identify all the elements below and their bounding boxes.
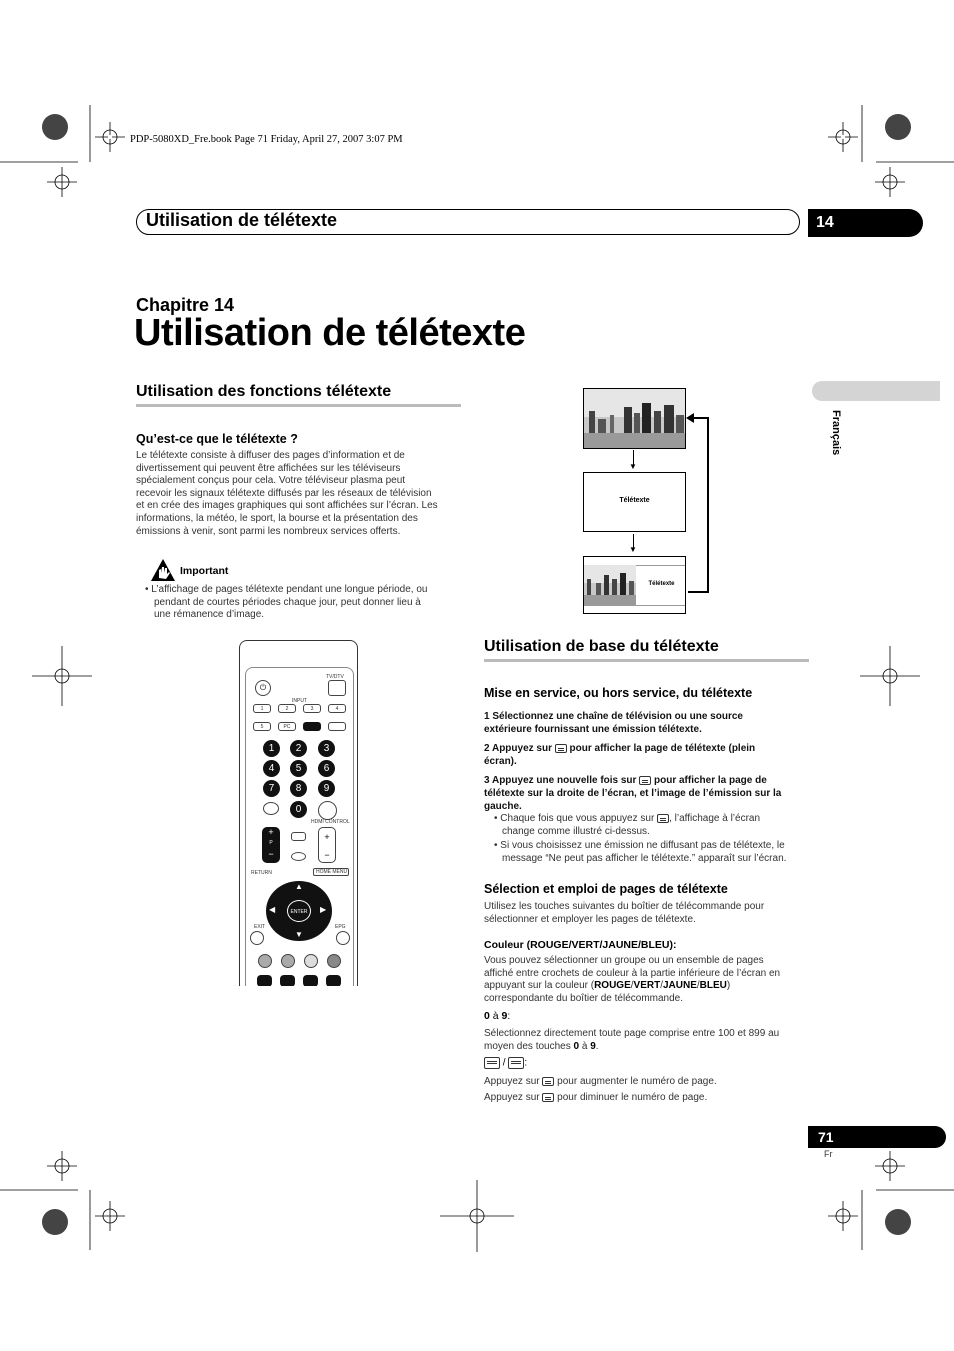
selection-intro [484, 901, 814, 926]
text-line: pendant de courtes périodes chaque jour, peut donner lieu à [154, 596, 421, 608]
step-3-line: gauche. [484, 800, 522, 812]
text-span: / [500, 1057, 509, 1069]
loop-arrow [686, 412, 716, 602]
color-button-yellow[interactable] [304, 954, 318, 968]
num-9: 9 [501, 1010, 508, 1022]
text-span: à [579, 1040, 591, 1052]
teletext-label: Télétexte [619, 497, 650, 504]
hdmi-control-label: HDMI CONTROL [311, 819, 350, 825]
teletext-button-icon [639, 776, 651, 785]
text-span: ) [726, 980, 731, 992]
number-button-7[interactable]: 7 [263, 780, 280, 797]
teletext-button-icon [657, 814, 669, 823]
text-span: / [696, 980, 700, 992]
text-line [484, 980, 814, 993]
channel-rocker[interactable]: + P − [262, 827, 280, 863]
enter-button[interactable] [287, 900, 311, 922]
num-0: 0 [573, 1040, 580, 1052]
step-3-line [484, 775, 814, 788]
section-title-fonctions: Utilisation des fonctions télétexte [136, 383, 392, 400]
text-line: affiché entre crochets de couleur à la partie inférieure de l’écran en [484, 967, 781, 979]
text-line: • L’affichage de pages télétexte pendant une longue période, ou [145, 584, 428, 595]
text-line: Vous pouvez sélectionner un groupe ou un ensemble de pages [484, 955, 764, 966]
arrow-down-1-head: ▼ [629, 462, 637, 471]
text-line: émissions à venir, sont parmi les nombreux services offerts. [136, 525, 401, 537]
section-rule [136, 404, 461, 407]
page-up-line [484, 1076, 717, 1089]
text-span: . [595, 1040, 599, 1052]
bottom-button-2[interactable] [280, 975, 295, 986]
subpage-button[interactable] [328, 722, 346, 731]
bullet-2-line: • Si vous choisissez une émission ne diffusant pas de télétexte, le [494, 840, 785, 852]
volume-rocker[interactable]: + − [318, 827, 336, 863]
pc-button[interactable]: PC [278, 722, 296, 731]
chapter-number-badge: 14 [808, 209, 923, 237]
teletext-label-small: Télétexte [648, 581, 675, 587]
teletext-button-icon [555, 744, 567, 753]
split-bottom-band [584, 605, 686, 614]
up-arrow-icon[interactable]: ▲ [295, 882, 303, 891]
language-label: Français [830, 410, 842, 456]
input-button-4[interactable]: 4 [328, 704, 346, 713]
city-photo [584, 389, 686, 449]
exit-button[interactable] [250, 931, 264, 945]
text-span: moyen des touches [484, 1040, 574, 1052]
input-button-3[interactable]: 3 [303, 704, 321, 713]
city-photo-small [584, 565, 636, 605]
text-span: pour augmenter le numéro de page. [557, 1076, 717, 1087]
chapter-label: Chapitre 14 [136, 295, 235, 315]
input-button-2[interactable]: 2 [278, 704, 296, 713]
step-2-line: écran). [484, 755, 517, 767]
step-1-line: 1 Sélectionnez une chaîne de télévision ou une source [484, 711, 743, 722]
num-9: 9 [590, 1040, 596, 1052]
number-button-1[interactable]: 1 [263, 740, 280, 757]
number-button-8[interactable]: 8 [290, 780, 307, 797]
num-0: 0 [484, 1010, 490, 1022]
header-title: Utilisation de télétexte [146, 210, 338, 230]
page-number-badge: 71 [808, 1126, 946, 1148]
page-updown-heading [484, 1057, 527, 1069]
footer-lang: Fr [824, 1149, 833, 1159]
section-rule-right [484, 659, 809, 662]
sub-mise-en-service: Mise en service, ou hors service, du télétexte [484, 686, 753, 700]
return-label: RETURN [251, 870, 272, 876]
tvdtv-button[interactable] [328, 680, 346, 696]
color-button-blue[interactable] [327, 954, 341, 968]
number-button-5[interactable]: 5 [290, 760, 307, 777]
bullet-2-line: message “Ne peut pas afficher le télétexte.” apparaît sur l’écran. [502, 852, 787, 864]
tv-image-full [583, 388, 686, 449]
important-label: Important [180, 565, 229, 577]
color-rouge: ROUGE [594, 980, 631, 992]
file-info: PDP-5080XD_Fre.book Page 71 Friday, April 27, 2007 3:07 PM [130, 134, 403, 145]
down-arrow-icon[interactable]: ▼ [295, 930, 303, 939]
number-button-2[interactable]: 2 [290, 740, 307, 757]
bullet-1-line [484, 813, 814, 826]
subsection-title: Qu’est-ce que le télétexte ? [136, 432, 298, 446]
text-line: spécialement conçus pour cela. Votre téléviseur plasma peut [136, 475, 406, 487]
color-button-red[interactable] [258, 954, 272, 968]
color-jaune: JAUNE [662, 980, 697, 992]
step-2-text-b: pour afficher la page de télétexte (plein [569, 743, 756, 755]
input-button-5[interactable]: 5 [253, 722, 271, 731]
teletext-split-screen [583, 556, 686, 614]
step-3-text-b: pour afficher la page de [654, 775, 767, 787]
text-span: pour diminuer le numéro de page. [557, 1092, 708, 1103]
important-text [145, 584, 475, 622]
text-line: une rémanence d’image. [154, 609, 265, 621]
number-button-4[interactable]: 4 [263, 760, 280, 777]
home-menu-label: HOME MENU [316, 869, 348, 875]
text-line [484, 1041, 814, 1054]
number-button-0[interactable]: 0 [290, 801, 307, 818]
display-button[interactable] [263, 802, 279, 815]
text-line: informations, la météo, le sport, la bourse et la présentation des [136, 512, 418, 524]
text-span: : [524, 1057, 528, 1069]
text-span: appuyant sur la couleur ( [484, 980, 595, 992]
bottom-button-3[interactable] [303, 975, 318, 986]
text-span: / [660, 980, 663, 992]
sub-selection: Sélection et emploi de pages de télétexte [484, 882, 728, 896]
epg-button[interactable] [336, 931, 350, 945]
input-label: INPUT [292, 698, 307, 704]
text-span: / [630, 980, 634, 992]
page-down-icon [508, 1057, 524, 1069]
intro-paragraph [136, 450, 466, 538]
input-button-1[interactable]: 1 [253, 704, 271, 713]
hdmi-control-button[interactable] [318, 801, 337, 820]
color-bleu: BLEU [699, 980, 727, 992]
input-select-button[interactable] [291, 832, 306, 841]
text-line: Sélectionnez directement toute page comprise entre 100 et 899 au [484, 1028, 780, 1039]
teletext-button[interactable] [303, 722, 321, 731]
text-line: divertissement qui peuvent être affichées sur les téléviseurs [136, 462, 401, 474]
bottom-button-1[interactable] [257, 975, 272, 986]
bullet-1-line: change comme illustré ci-dessus. [502, 825, 650, 837]
section-title-base: Utilisation de base du télétexte [484, 638, 719, 655]
teletext-full-screen [583, 472, 686, 532]
page-down-icon [542, 1093, 554, 1102]
number-button-9[interactable]: 9 [318, 780, 335, 797]
power-button[interactable]: ⏻ [255, 680, 271, 696]
text-line: et en crée des images graphiques qui sont affichées sur l’écran. Les [136, 500, 438, 512]
number-paragraph [484, 1028, 814, 1053]
text-line: sélectionner et employer les pages de télétexte. [484, 913, 696, 925]
important-icon [150, 558, 176, 582]
color-heading: Couleur (ROUGE/VERT/JAUNE/BLEU): [484, 939, 677, 951]
arrow-down-2-head: ▼ [629, 545, 637, 554]
bullet-1-text-a: • Chaque fois que vous appuyez sur [494, 813, 655, 825]
step-3-line: télétexte sur la droite de l’écran, et l’image de l’émission sur la [484, 787, 782, 799]
text-span: : [507, 1010, 511, 1022]
chapter-title: Utilisation de télétexte [134, 312, 526, 354]
left-arrow-icon[interactable]: ◀ [269, 905, 276, 914]
epg-label: EPG [335, 924, 346, 930]
tvdtv-label: TV/DTV [326, 674, 344, 680]
text-span: Appuyez sur [484, 1076, 540, 1087]
step-1-line: extérieure fournissant une émission télétexte. [484, 723, 702, 735]
channel-p-label: P [269, 840, 273, 846]
text-span: à [489, 1010, 502, 1022]
page-up-icon [542, 1077, 554, 1086]
color-button-green[interactable] [281, 954, 295, 968]
text-line: Le télétexte consiste à diffuser des pages d’information et de [136, 450, 405, 461]
color-vert: VERT [633, 980, 661, 992]
color-paragraph [484, 955, 814, 1005]
language-tab [812, 381, 940, 401]
right-arrow-icon[interactable]: ▶ [320, 905, 327, 914]
mute-button[interactable] [291, 852, 306, 861]
text-span: Appuyez sur [484, 1092, 540, 1103]
bullet-1-text-b: , l’affichage à l’écran [669, 813, 761, 825]
step-2-text-a: 2 Appuyez sur [484, 743, 552, 755]
number-button-6[interactable]: 6 [318, 760, 335, 777]
page-up-icon [484, 1057, 500, 1069]
step-2-line [484, 743, 814, 756]
steps-block [484, 711, 814, 866]
enter-label: ENTER [290, 909, 308, 915]
page-down-line [484, 1092, 707, 1105]
remote-control [239, 640, 358, 986]
number-heading [484, 1010, 510, 1022]
exit-label: EXIT [254, 924, 266, 930]
text-line: recevoir les signaux télétexte diffusés par les réseaux de télévision [136, 487, 432, 499]
step-3-text-a: 3 Appuyez une nouvelle fois sur [484, 775, 637, 787]
text-line: correspondante du boîtier de télécommande. [484, 992, 684, 1004]
number-button-3[interactable]: 3 [318, 740, 335, 757]
text-line: Utilisez les touches suivantes du boîtier de télécommande pour [484, 901, 765, 912]
bottom-button-4[interactable] [326, 975, 341, 986]
